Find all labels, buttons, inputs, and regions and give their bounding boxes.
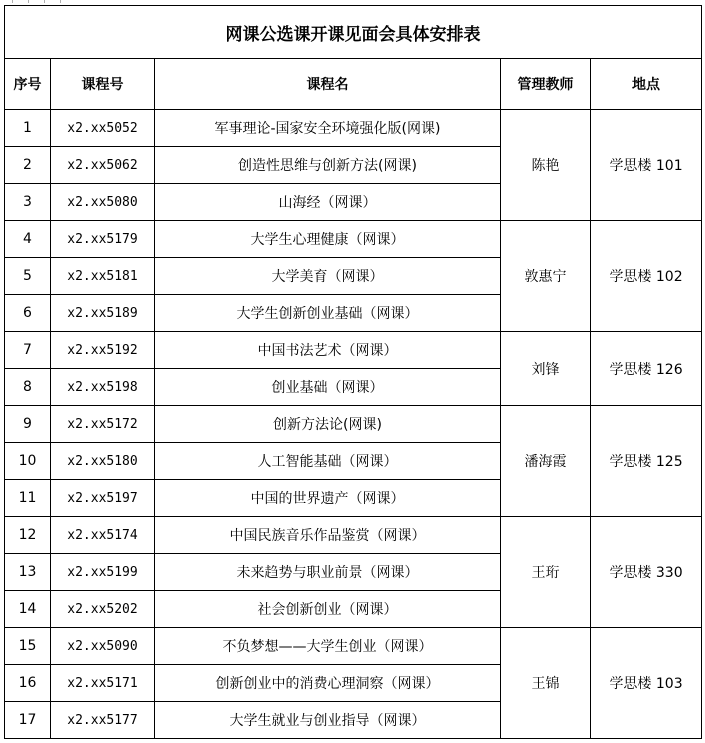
row-number: 8 — [5, 369, 51, 406]
teacher-name: 潘海霞 — [501, 406, 591, 517]
header-row — [5, 59, 702, 110]
course-name: 未来趋势与职业前景（网课） — [155, 554, 501, 591]
course-code: x2.xx5090 — [51, 628, 155, 665]
course-name: 大学生就业与创业指导（网课） — [155, 702, 501, 739]
course-name: 创造性思维与创新方法(网课) — [155, 147, 501, 184]
row-number: 9 — [5, 406, 51, 443]
header-no: 序号 — [5, 59, 51, 110]
table-row — [5, 110, 702, 147]
course-code: x2.xx5181 — [51, 258, 155, 295]
row-number: 6 — [5, 295, 51, 332]
row-number: 16 — [5, 665, 51, 702]
course-name: 大学生创新创业基础（网课） — [155, 295, 501, 332]
location: 学思楼 102 — [591, 221, 702, 332]
table-row — [5, 628, 702, 665]
course-name: 创业基础（网课） — [155, 369, 501, 406]
row-number: 15 — [5, 628, 51, 665]
course-name: 不负梦想——大学生创业（网课） — [155, 628, 501, 665]
row-number: 4 — [5, 221, 51, 258]
course-code: x2.xx5202 — [51, 591, 155, 628]
course-code: x2.xx5199 — [51, 554, 155, 591]
course-name: 大学美育（网课） — [155, 258, 501, 295]
header-course-name: 课程名 — [155, 59, 501, 110]
row-number: 12 — [5, 517, 51, 554]
row-number: 14 — [5, 591, 51, 628]
course-code: x2.xx5179 — [51, 221, 155, 258]
course-code: x2.xx5052 — [51, 110, 155, 147]
teacher-name: 敦惠宁 — [501, 221, 591, 332]
course-name: 中国的世界遗产（网课） — [155, 480, 501, 517]
course-name: 创新创业中的消费心理洞察（网课） — [155, 665, 501, 702]
row-number: 10 — [5, 443, 51, 480]
table-row — [5, 517, 702, 554]
course-code: x2.xx5192 — [51, 332, 155, 369]
row-number: 2 — [5, 147, 51, 184]
location: 学思楼 126 — [591, 332, 702, 406]
location: 学思楼 103 — [591, 628, 702, 739]
course-code: x2.xx5189 — [51, 295, 155, 332]
header-location: 地点 — [591, 59, 702, 110]
row-number: 7 — [5, 332, 51, 369]
course-code: x2.xx5198 — [51, 369, 155, 406]
course-name: 大学生心理健康（网课） — [155, 221, 501, 258]
location: 学思楼 101 — [591, 110, 702, 221]
course-code: x2.xx5180 — [51, 443, 155, 480]
course-code: x2.xx5062 — [51, 147, 155, 184]
row-number: 5 — [5, 258, 51, 295]
course-code: x2.xx5080 — [51, 184, 155, 221]
teacher-name: 陈艳 — [501, 110, 591, 221]
course-code: x2.xx5177 — [51, 702, 155, 739]
location: 学思楼 330 — [591, 517, 702, 628]
location: 学思楼 125 — [591, 406, 702, 517]
teacher-name: 刘锋 — [501, 332, 591, 406]
top-edge-marks — [0, 0, 705, 4]
row-number: 13 — [5, 554, 51, 591]
row-number: 3 — [5, 184, 51, 221]
schedule-table — [4, 5, 702, 739]
row-number: 11 — [5, 480, 51, 517]
course-name: 人工智能基础（网课） — [155, 443, 501, 480]
header-teacher: 管理教师 — [501, 59, 591, 110]
course-name: 中国书法艺术（网课） — [155, 332, 501, 369]
course-name: 军事理论-国家安全环境强化版(网课) — [155, 110, 501, 147]
course-code: x2.xx5172 — [51, 406, 155, 443]
row-number: 17 — [5, 702, 51, 739]
course-name: 中国民族音乐作品鉴赏（网课） — [155, 517, 501, 554]
teacher-name: 王锦 — [501, 628, 591, 739]
teacher-name: 王珩 — [501, 517, 591, 628]
course-name: 山海经（网课） — [155, 184, 501, 221]
header-code: 课程号 — [51, 59, 155, 110]
table-row — [5, 332, 702, 369]
table-title: 网课公选课开课见面会具体安排表 — [5, 6, 702, 59]
course-name: 创新方法论(网课) — [155, 406, 501, 443]
course-code: x2.xx5171 — [51, 665, 155, 702]
table-row — [5, 221, 702, 258]
row-number: 1 — [5, 110, 51, 147]
course-code: x2.xx5197 — [51, 480, 155, 517]
table-row — [5, 406, 702, 443]
course-code: x2.xx5174 — [51, 517, 155, 554]
course-name: 社会创新创业（网课） — [155, 591, 501, 628]
